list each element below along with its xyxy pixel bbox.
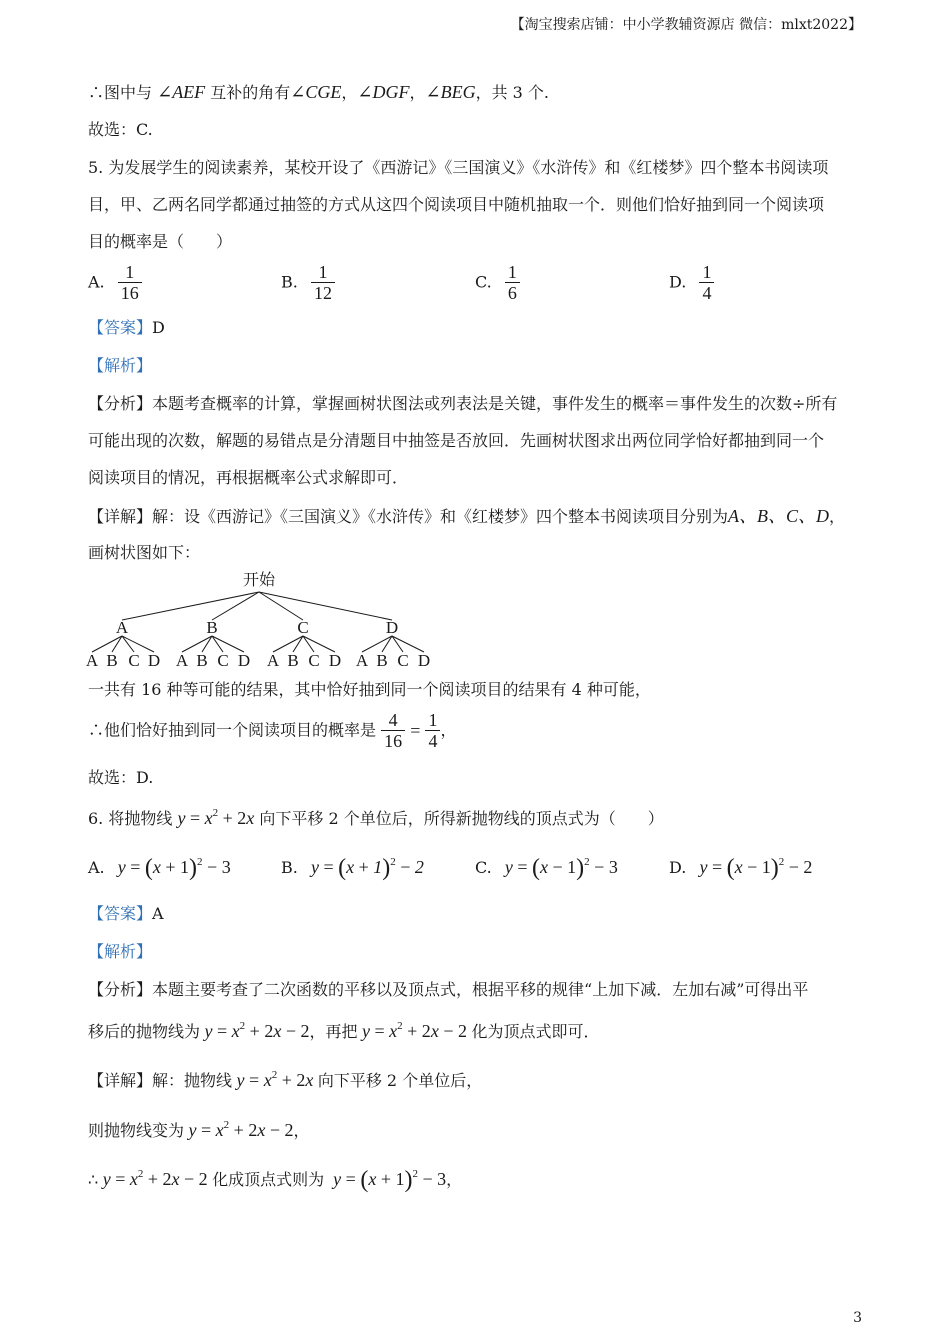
svg-text:A: A <box>85 651 99 670</box>
q6-analysis-tag: 【解析】 <box>88 942 153 961</box>
svg-text:D: D <box>147 651 161 670</box>
q6-fenxi-line1: 【分析】本题主要考查了二次函数的平移以及顶点式，根据平移的规律“上加下减．左加右减”可得出平 <box>88 980 809 999</box>
q6-fenxi-line2: 移后的抛物线为 $y = x^2 + 2x - 2$，再把 $y = x^2 + 2x - 2$ 化为顶点式即可． <box>88 1020 600 1041</box>
q6-option-c: C. $y = (x - 1)^2 - 3$ <box>475 855 618 881</box>
tree-node-d: D <box>385 618 399 637</box>
q5-stem-line2: 目，甲、乙两名同学都通过抽签的方式从这四个阅读项目中随机抽取一个．则他们恰好抽到同一个阅读项 <box>88 195 825 214</box>
q6-stem: 6. 将抛物线 $y = x^2 + 2x$ 向下平移 2 个单位后，所得新抛物线的顶点式为（ ） <box>88 807 664 828</box>
q5-choice: 故选：D. <box>88 768 154 787</box>
svg-text:C: C <box>217 651 229 670</box>
svg-text:D: D <box>417 651 431 670</box>
svg-text:C: C <box>308 651 320 670</box>
q5-option-a: A. $\frac{1}{16}$ <box>88 262 142 303</box>
angle-aef: ∠AEF <box>157 82 206 102</box>
q5-detail-line1: 【详解】解：设《西游记》《三国演义》《水浒传》和《红楼梦》四个整本书阅读项目分别为A、B、C、D， <box>88 506 846 526</box>
angle-cge: ∠CGE <box>290 82 342 102</box>
q4-conclusion: ∴图中与 ∠AEF 互补的角有∠CGE，∠DGF，∠BEG，共 3 个. <box>88 82 550 102</box>
q5-analysis-tag: 【解析】 <box>88 356 153 375</box>
q5-fenxi-line1: 【分析】本题考查概率的计算，掌握画树状图法或列表法是关键，事件发生的概率＝事件发生的次数÷所有 <box>88 394 838 413</box>
q5-fenxi-line2: 可能出现的次数，解题的易错点是分清题目中抽签是否放回．先画树状图求出两位同学恰好都抽到同一个 <box>88 431 825 450</box>
tree-diagram <box>82 566 442 670</box>
q5-result-line: 一共有 16 种等可能的结果，其中恰好抽到同一个阅读项目的结果有 4 种可能， <box>88 680 651 699</box>
tree-node-c: C <box>297 618 309 637</box>
svg-text:D: D <box>328 651 342 670</box>
q4-choice: 故选：C. <box>88 120 153 139</box>
q5-detail-line2: 画树状图如下： <box>88 543 201 562</box>
q5-option-d: D. $\frac{1}{4}$ <box>669 262 714 303</box>
q6-option-a: A. $y = (x + 1)^2 - 3$ <box>88 855 231 881</box>
svg-text:B: B <box>376 651 388 670</box>
svg-text:C: C <box>128 651 140 670</box>
page-number: 3 <box>853 1310 862 1326</box>
angle-dgf: ∠DGF <box>357 82 410 102</box>
q5-option-b: B. $\frac{1}{12}$ <box>281 262 335 303</box>
svg-text:B: B <box>106 651 118 670</box>
tree-node-a: A <box>115 618 129 637</box>
svg-text:A: A <box>266 651 280 670</box>
tree-node-b: B <box>206 618 218 637</box>
tree-root: 开始 <box>242 570 276 589</box>
q6-answer: 【答案】A <box>88 904 164 923</box>
q6-detail-line2: 则抛物线变为 $y = x^2 + 2x - 2$， <box>88 1119 310 1140</box>
q6-option-d: D. $y = (x - 1)^2 - 2$ <box>669 855 813 881</box>
page-header: 【淘宝搜索店铺：中小学教辅资源店 微信：mlxt2022】 <box>510 17 862 33</box>
q5-stem-line3: 目的概率是（ ） <box>88 232 233 251</box>
svg-text:C: C <box>397 651 409 670</box>
svg-text:A: A <box>355 651 369 670</box>
q6-detail-line1: 【详解】解：抛物线 $y = x^2 + 2x$ 向下平移 2 个单位后， <box>88 1069 483 1090</box>
angle-beg: ∠BEG <box>425 82 476 102</box>
svg-text:A: A <box>175 651 189 670</box>
svg-text:D: D <box>237 651 251 670</box>
q6-option-b: B. $y = (x + 1)^2 - 2$ <box>281 855 424 881</box>
q6-detail-line3: ∴ $y = x^2 + 2x - 2$ 化成顶点式则为 $y = (x + 1)^2 - 3$， <box>88 1167 463 1193</box>
svg-text:B: B <box>287 651 299 670</box>
q5-answer: 【答案】D <box>88 318 165 337</box>
q5-probability-line: ∴他们恰好抽到同一个阅读项目的概率是 $\frac{4}{16}$ = $\frac{1}{4}$ ， <box>88 710 457 751</box>
svg-text:B: B <box>196 651 208 670</box>
q5-fenxi-line3: 阅读项目的情况，再根据概率公式求解即可． <box>88 468 409 487</box>
q5-option-c: C. $\frac{1}{6}$ <box>475 262 520 303</box>
q5-stem-line1: 5. 为发展学生的阅读素养，某校开设了《西游记》《三国演义》《水浒传》和《红楼梦》四个整本书阅读项 <box>88 158 829 177</box>
